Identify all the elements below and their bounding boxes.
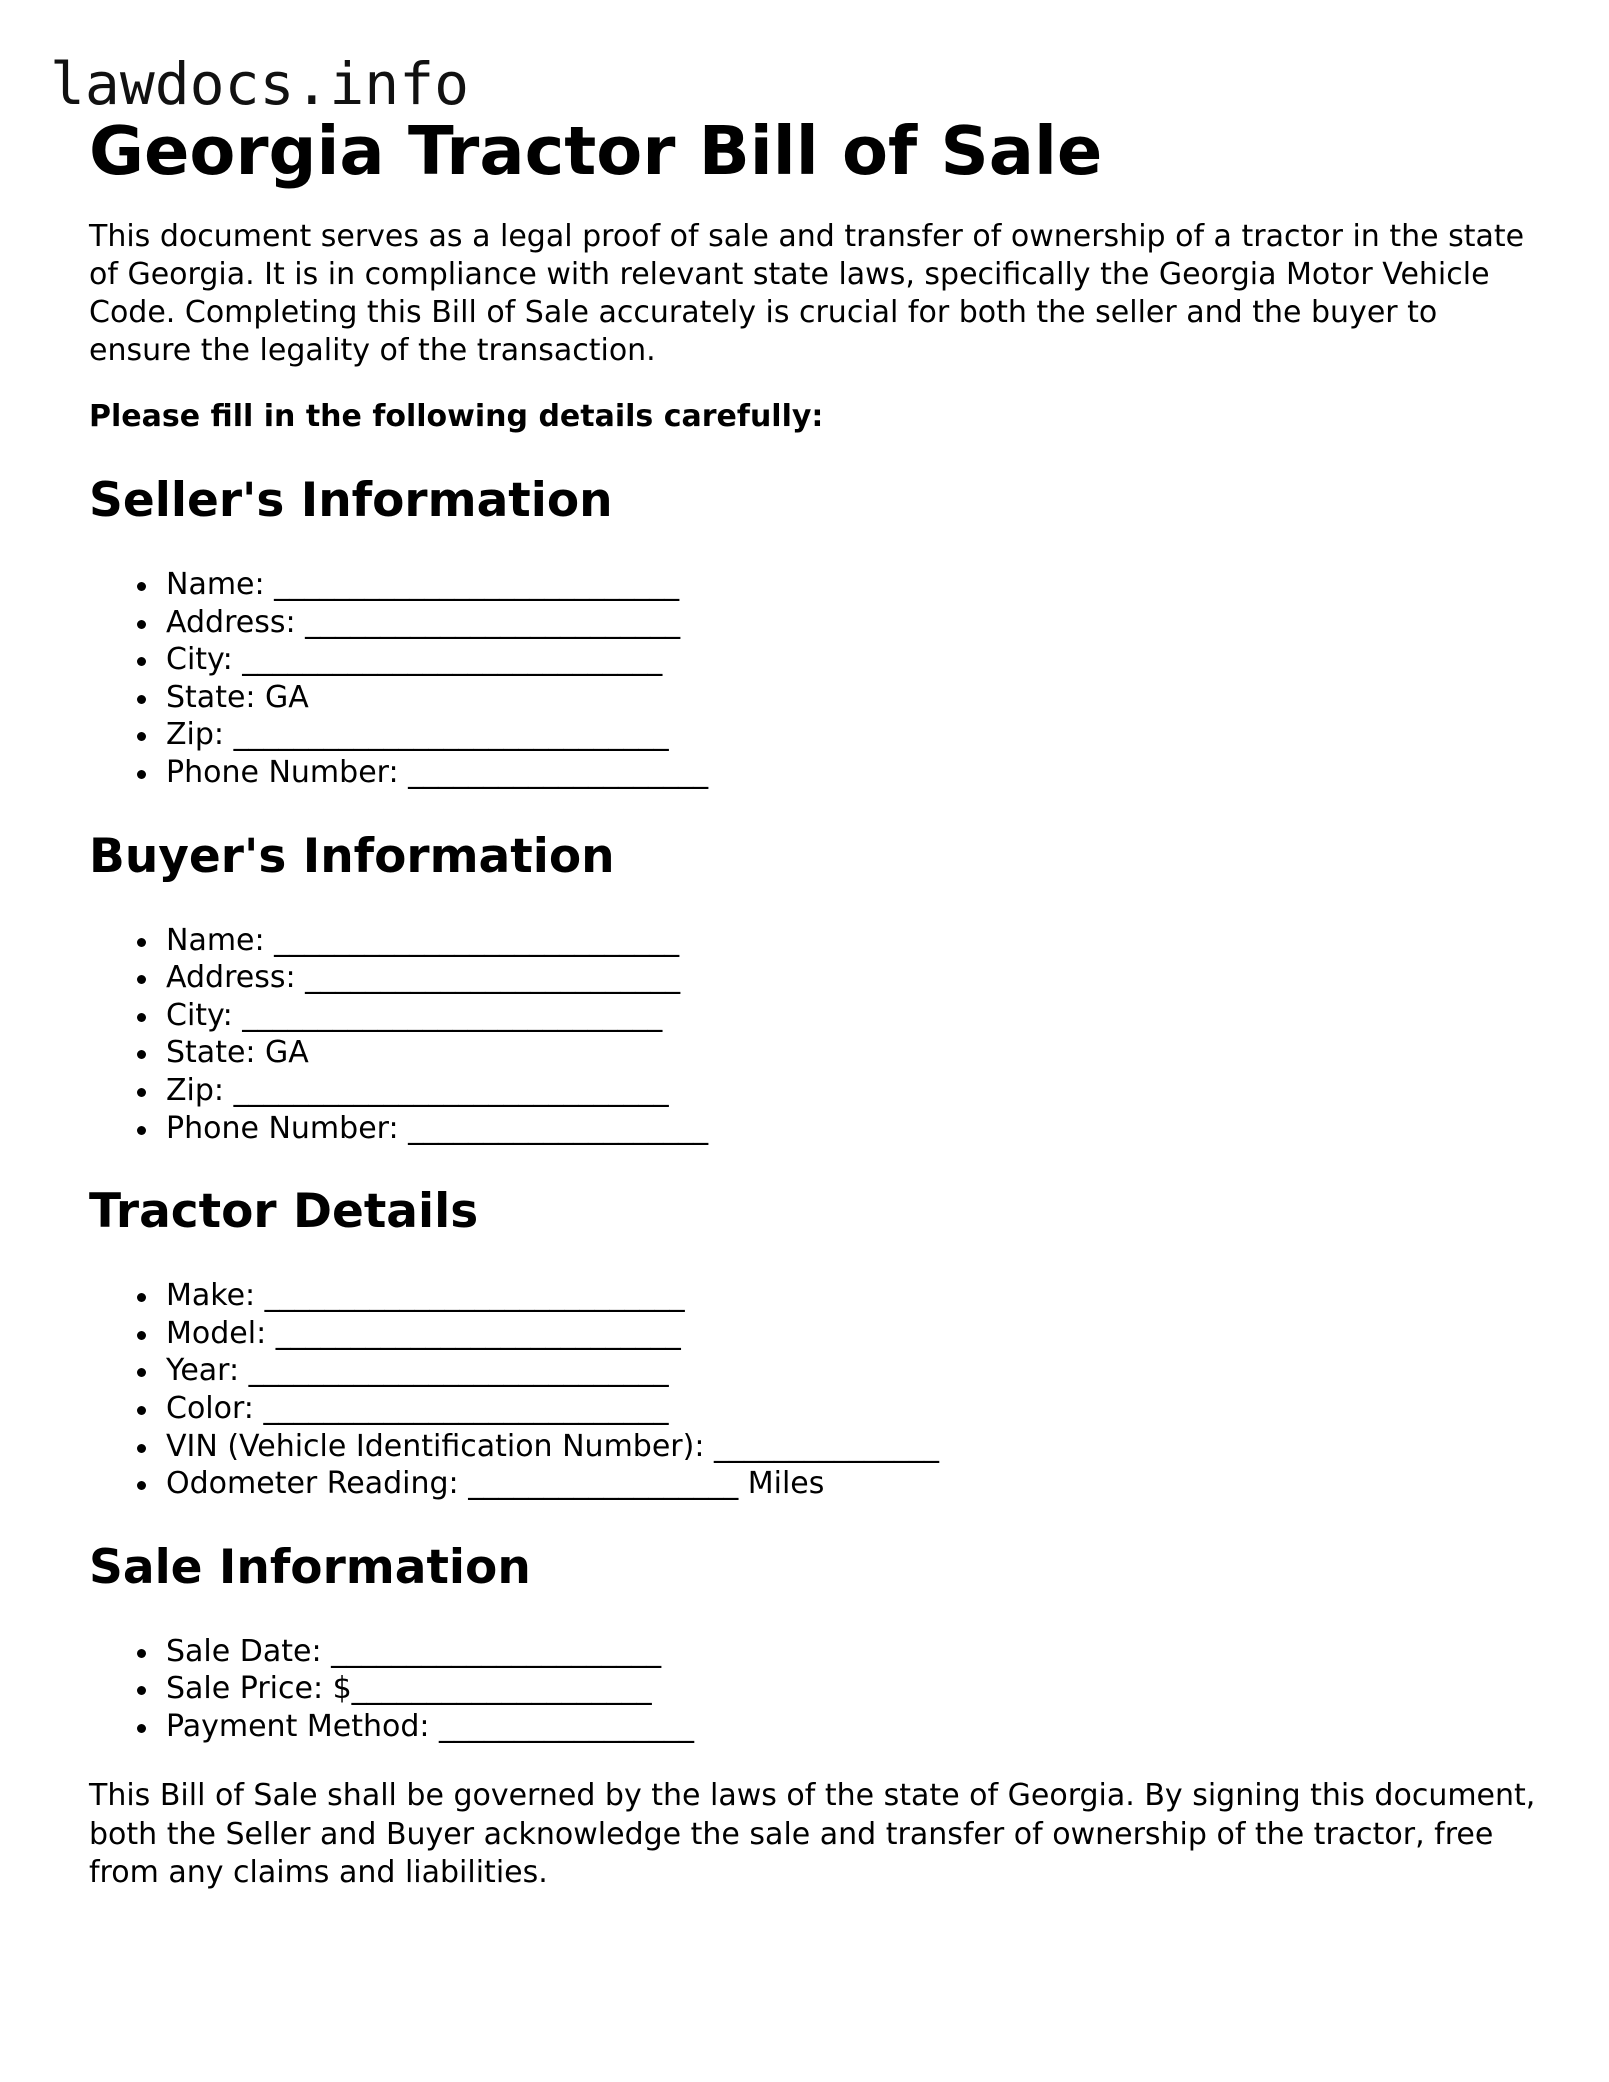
document-body [89,110,1539,1893]
seller-phone-field: Phone Number: ____________________ [166,754,1539,792]
sale-info-list [89,1633,1539,1746]
fill-instruction: Please fill in the following details carefully: [89,399,824,434]
buyer-state-field: State: GA [166,1034,1539,1072]
tractor-make-field: Make: ____________________________ [166,1277,1539,1315]
sale-price-field: Sale Price: $____________________ [166,1670,1539,1708]
sale-date-field: Sale Date: ______________________ [166,1633,1539,1671]
buyer-phone-field: Phone Number: ____________________ [166,1110,1539,1148]
tractor-section-heading: Tractor Details [89,1184,479,1240]
buyer-address-field: Address: _________________________ [166,959,1539,997]
seller-city-field: City: ____________________________ [166,641,1539,679]
tractor-odometer-field: Odometer Reading: __________________ Miles [166,1465,1539,1503]
seller-section-heading: Seller's Information [89,473,613,528]
seller-address-field: Address: _________________________ [166,604,1539,642]
document-title: Georgia Tractor Bill of Sale [89,112,1103,190]
closing-paragraph: This Bill of Sale shall be governed by the laws of the state of Georgia. By signing this document, both the Seller and Buyer acknowledge the sale and transfer of ownership of the tractor, free from any claims and liabilities. [89,1778,1536,1891]
seller-name-field: Name: ___________________________ [166,566,1539,604]
buyer-zip-field: Zip: _____________________________ [166,1072,1539,1110]
tractor-vin-field: VIN (Vehicle Identification Number): _______________ [166,1428,1539,1466]
buyer-name-field: Name: ___________________________ [166,922,1539,960]
seller-state-field: State: GA [166,679,1539,717]
payment-method-field: Payment Method: _________________ [166,1708,1539,1746]
tractor-details-list [89,1277,1539,1503]
tractor-model-field: Model: ___________________________ [166,1315,1539,1353]
tractor-color-field: Color: ___________________________ [166,1390,1539,1428]
intro-paragraph: This document serves as a legal proof of sale and transfer of ownership of a tractor in the state of Georgia. It is in compliance with relevant state laws, specifically the Georgia Motor Vehicle Code. Completing this Bill of Sale accurately is crucial for both the seller and the buyer to ensure the legality of the transaction. [89,219,1525,368]
seller-zip-field: Zip: _____________________________ [166,716,1539,754]
tractor-year-field: Year: ____________________________ [166,1352,1539,1390]
buyer-info-list [89,922,1539,1148]
seller-info-list [89,566,1539,792]
site-watermark: lawdocs.info [50,50,470,118]
buyer-section-heading: Buyer's Information [89,828,615,884]
buyer-city-field: City: ____________________________ [166,997,1539,1035]
sale-section-heading: Sale Information [89,1539,531,1595]
